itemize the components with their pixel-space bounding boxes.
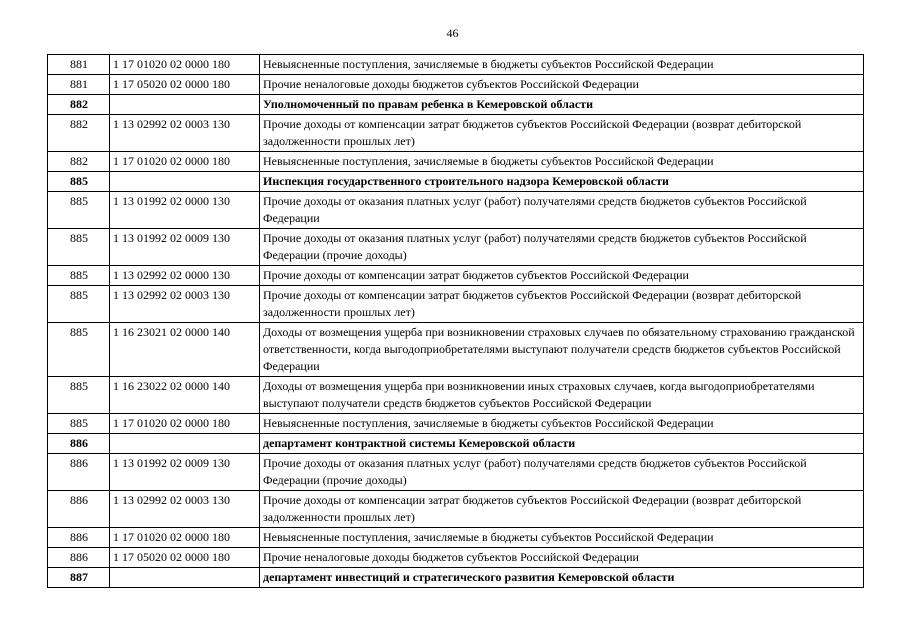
income-name-cell: Прочие доходы от оказания платных услуг (работ) получателями средств бюджетов субъектов Российской Федерации (прочие доходы) (260, 229, 864, 266)
income-name-cell: Доходы от возмещения ущерба при возникновении иных страховых случаев, когда выгодоприобретателями выступают получатели средств бюджетов субъектов Российской Федерации (260, 377, 864, 414)
table-row (48, 115, 864, 152)
admin-code-cell: 885 (48, 323, 110, 377)
income-name-cell: департамент инвестиций и стратегического развития Кемеровской области (260, 568, 864, 588)
admin-code-cell: 885 (48, 266, 110, 286)
table-row (48, 152, 864, 172)
income-code-cell: 1 16 23021 02 0000 140 (110, 323, 260, 377)
section-header-row (48, 568, 864, 588)
admin-code-cell: 886 (48, 491, 110, 528)
income-code-cell: 1 17 01020 02 0000 180 (110, 528, 260, 548)
income-name-cell: Инспекция государственного строительного надзора Кемеровской области (260, 172, 864, 192)
income-name-cell: Прочие доходы от компенсации затрат бюджетов субъектов Российской Федерации (возврат дебиторской задолженности прошлых лет) (260, 491, 864, 528)
table-row (48, 192, 864, 229)
income-name-cell: Невыясненные поступления, зачисляемые в бюджеты субъектов Российской Федерации (260, 55, 864, 75)
admin-code-cell: 885 (48, 192, 110, 229)
admin-code-cell: 885 (48, 229, 110, 266)
admin-code-cell: 885 (48, 172, 110, 192)
income-name-cell: Прочие доходы от компенсации затрат бюджетов субъектов Российской Федерации (260, 266, 864, 286)
table-row (48, 75, 864, 95)
income-code-cell: 1 17 05020 02 0000 180 (110, 548, 260, 568)
admin-code-cell: 881 (48, 55, 110, 75)
income-code-cell: 1 13 02992 02 0003 130 (110, 115, 260, 152)
income-name-cell: Невыясненные поступления, зачисляемые в бюджеты субъектов Российской Федерации (260, 528, 864, 548)
income-name-cell: Прочие доходы от оказания платных услуг (работ) получателями средств бюджетов субъектов Российской Федерации (260, 192, 864, 229)
income-name-cell: Невыясненные поступления, зачисляемые в бюджеты субъектов Российской Федерации (260, 152, 864, 172)
admin-code-cell: 885 (48, 414, 110, 434)
admin-code-cell: 886 (48, 548, 110, 568)
income-code-cell (110, 95, 260, 115)
admin-code-cell: 882 (48, 115, 110, 152)
income-name-cell: Прочие доходы от оказания платных услуг (работ) получателями средств бюджетов субъектов Российской Федерации (прочие доходы) (260, 454, 864, 491)
income-code-cell: 1 13 02992 02 0000 130 (110, 266, 260, 286)
income-code-cell: 1 17 01020 02 0000 180 (110, 55, 260, 75)
income-code-cell: 1 13 01992 02 0000 130 (110, 192, 260, 229)
income-name-cell: Невыясненные поступления, зачисляемые в бюджеты субъектов Российской Федерации (260, 414, 864, 434)
income-name-cell: Прочие неналоговые доходы бюджетов субъектов Российской Федерации (260, 75, 864, 95)
table-row (48, 55, 864, 75)
income-name-cell: Прочие доходы от компенсации затрат бюджетов субъектов Российской Федерации (возврат дебиторской задолженности прошлых лет) (260, 115, 864, 152)
income-name-cell: департамент контрактной системы Кемеровской области (260, 434, 864, 454)
income-code-cell: 1 17 01020 02 0000 180 (110, 414, 260, 434)
admin-code-cell: 886 (48, 528, 110, 548)
income-code-cell (110, 172, 260, 192)
table-row (48, 377, 864, 414)
income-code-cell: 1 13 01992 02 0009 130 (110, 454, 260, 491)
admin-code-cell: 886 (48, 434, 110, 454)
income-name-cell: Доходы от возмещения ущерба при возникновении страховых случаев по обязательному страхованию гражданской ответственности, когда выгодоприобретателями выступают получатели средств бюджетов субъектов Российской Федерации (260, 323, 864, 377)
table-row (48, 491, 864, 528)
income-code-cell: 1 13 02992 02 0003 130 (110, 286, 260, 323)
income-name-cell: Прочие доходы от компенсации затрат бюджетов субъектов Российской Федерации (возврат дебиторской задолженности прошлых лет) (260, 286, 864, 323)
page-number: 46 (446, 26, 459, 40)
income-code-cell (110, 434, 260, 454)
table-body (48, 55, 864, 588)
admin-code-cell: 881 (48, 75, 110, 95)
table-row (48, 286, 864, 323)
admin-code-cell: 886 (48, 454, 110, 491)
section-header-row (48, 172, 864, 192)
admin-code-cell: 882 (48, 152, 110, 172)
income-code-cell: 1 17 01020 02 0000 180 (110, 152, 260, 172)
table-row (48, 528, 864, 548)
income-code-cell: 1 16 23022 02 0000 140 (110, 377, 260, 414)
income-code-cell (110, 568, 260, 588)
admin-code-cell: 882 (48, 95, 110, 115)
table-row (48, 548, 864, 568)
table-row (48, 229, 864, 266)
budget-codes-table (47, 54, 864, 588)
income-code-cell: 1 13 02992 02 0003 130 (110, 491, 260, 528)
table-row (48, 266, 864, 286)
admin-code-cell: 887 (48, 568, 110, 588)
table-row (48, 323, 864, 377)
admin-code-cell: 885 (48, 286, 110, 323)
income-code-cell: 1 17 05020 02 0000 180 (110, 75, 260, 95)
table-row (48, 414, 864, 434)
income-code-cell: 1 13 01992 02 0009 130 (110, 229, 260, 266)
income-name-cell: Прочие неналоговые доходы бюджетов субъектов Российской Федерации (260, 548, 864, 568)
admin-code-cell: 885 (48, 377, 110, 414)
section-header-row (48, 95, 864, 115)
section-header-row (48, 434, 864, 454)
income-name-cell: Уполномоченный по правам ребенка в Кемеровской области (260, 95, 864, 115)
table-row (48, 454, 864, 491)
